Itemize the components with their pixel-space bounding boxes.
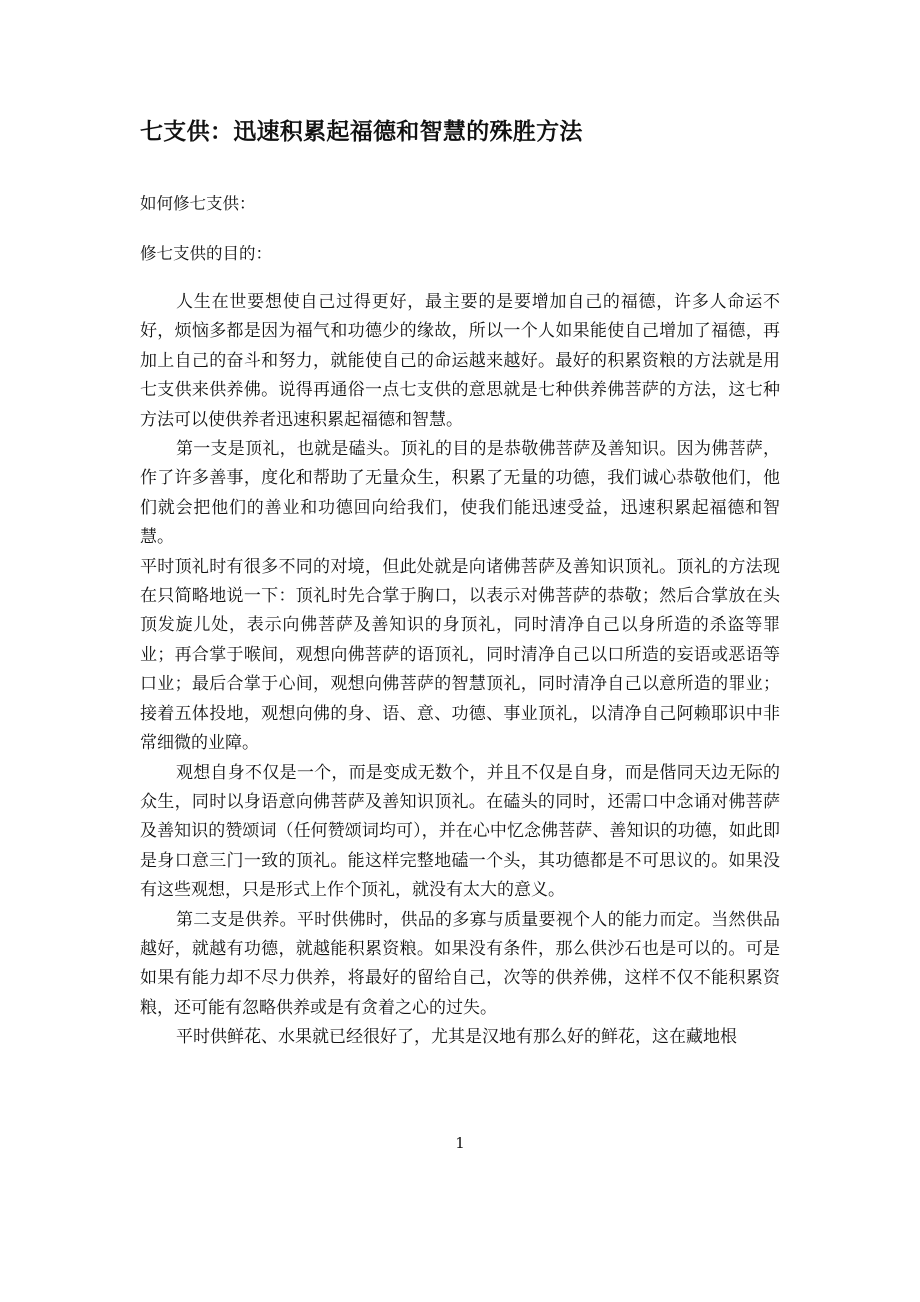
subheading-purpose: 修七支供的目的： (140, 244, 272, 263)
paragraph-flowers: 平时供鲜花、水果就已经很好了，尤其是汉地有那么好的鲜花，这在藏地根 (176, 1027, 737, 1048)
body-text (140, 288, 780, 1053)
paragraph-intro: 人生在世要想使自己过得更好，最主要的是要增加自己的福德，许多人命运不好，烦恼多都是因为福气和功德少的缘故，所以一个人如果能使自己增加了福德，再加上自己的奋斗和努力，就能使自己的命运越来越好。最好的积累资粮的方法就是用七支供来供养佛。说得再通俗一点七支供的意思就是七种供养佛菩萨的方法，这七种方法可以使供养者迅速积累起福德和智慧。 (140, 292, 780, 430)
paragraph-prostration-method: 平时顶礼时有很多不同的对境，但此处就是向诸佛菩萨及善知识顶礼。顶礼的方法现在只简略地说一下：顶礼时先合掌于胸口，以表示对佛菩萨的恭敬；然后合掌放在头顶发旋儿处，表示向佛菩萨及善知识的身顶礼，同时清净自己以身所造的杀盗等罪业；再合掌于喉间，观想向佛菩萨的语顶礼，同时清净自己以口所造的妄语或恶语等口业；最后合掌于心间，观想向佛菩萨的智慧顶礼，同时清净自己以意所造的罪业；接着五体投地，观想向佛的身、语、意、功德、事业顶礼，以清净自己阿赖耶识中非常细微的业障。 (140, 556, 780, 754)
subheading-how-to-practice: 如何修七支供： (140, 194, 256, 213)
paragraph-prostration: 第一支是顶礼，也就是磕头。顶礼的目的是恭敬佛菩萨及善知识。因为佛菩萨，作了许多善事，度化和帮助了无量众生，积累了无量的功德，我们诚心恭敬他们，他们就会把他们的善业和功德回向给我们，使我们能迅速受益，迅速积累起福德和智慧。 (140, 439, 780, 548)
document-title: 七支供：迅速积累起福德和智慧的殊胜方法 (140, 119, 583, 145)
paragraph-visualization: 观想自身不仅是一个，而是变成无数个，并且不仅是自身，而是偕同天边无际的众生，同时以身语意向佛菩萨及善知识顶礼。在磕头的同时，还需口中念诵对佛菩萨及善知识的赞颂词（任何赞颂词均可），并在心中忆念佛菩萨、善知识的功德，如此即是身口意三门一致的顶礼。能这样完整地磕一个头，其功德都是不可思议的。如果没有这些观想，只是形式上作个顶礼，就没有太大的意义。 (140, 762, 780, 901)
paragraph-offering: 第二支是供养。平时供佛时，供品的多寡与质量要视个人的能力而定。当然供品越好，就越有功德，就越能积累资粮。如果没有条件，那么供沙石也是可以的。可是如果有能力却不尽力供养，将最好的留给自己，次等的供养佛，这样不仅不能积累资粮，还可能有忽略供养或是有贪着之心的过失。 (140, 909, 780, 1018)
page-number: 1 (455, 1134, 465, 1152)
